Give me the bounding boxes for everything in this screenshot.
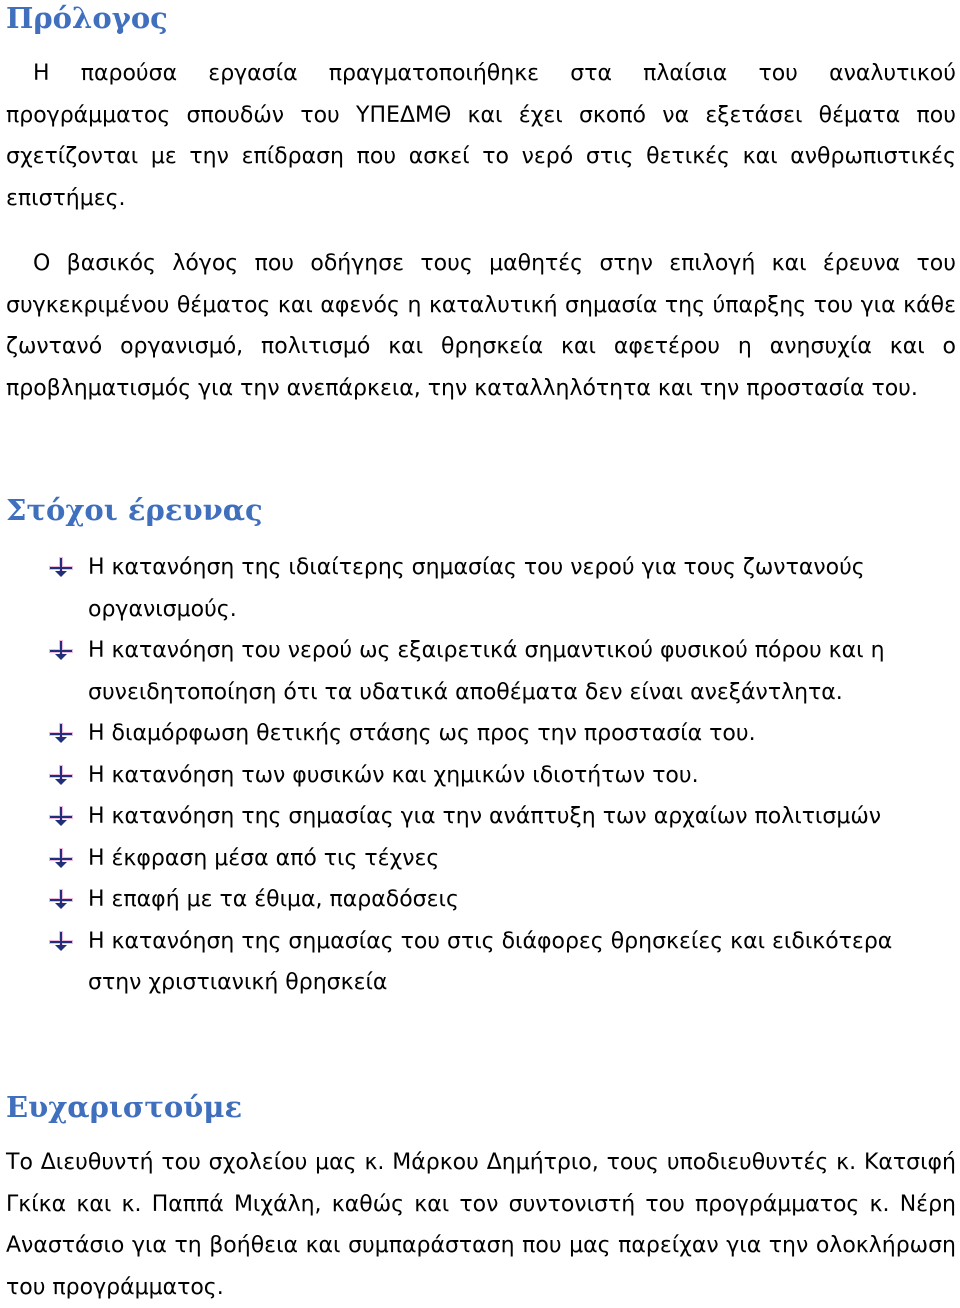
- arrow-bullet-icon: [49, 806, 73, 826]
- goal-item: [6, 921, 956, 1004]
- arrow-bullet-icon: [49, 723, 73, 743]
- goal-item: [6, 547, 956, 630]
- prologue-heading: Πρόλογος: [6, 1, 168, 35]
- goal-item: [6, 796, 956, 838]
- arrow-bullet-icon: [49, 848, 73, 868]
- prologue-paragraph-1: Η παρούσα εργασία πραγματοποιήθηκε στα πλαίσια του αναλυτικού προγράμματος σπουδών του ΥΠΕΔΜΘ και έχει σκοπό να εξετάσει θέματα που σχετίζονται με την επίδραση που ασκεί το νερό στις θετικές και ανθρωπιστικές επιστήμες.: [6, 61, 956, 211]
- arrow-bullet-icon: [49, 931, 73, 951]
- goal-text: Η έκφραση μέσα από τις τέχνες: [88, 845, 440, 871]
- goal-item: [6, 755, 956, 797]
- arrow-bullet-icon: [49, 640, 73, 660]
- prologue-paragraph-2: Ο βασικός λόγος που οδήγησε τους μαθητές στην επιλογή και έρευνα του συγκεκριμένου θέματος και αφενός η καταλυτική σημασία της ύπαρξης του για κάθε ζωντανό οργανισμό, πολιτισμό και θρησκεία και αφετέρου η ανησυχία και ο προβληματισμός για την ανεπάρκεια, την καταλληλότητα και την προστασία του.: [6, 251, 956, 401]
- goal-text: Η διαμόρφωση θετικής στάσης ως προς την προστασία του.: [88, 721, 756, 746]
- goals-list: [6, 547, 956, 1004]
- arrow-bullet-icon: [49, 557, 73, 577]
- thanks-paragraph: Το Διευθυντή του σχολείου μας κ. Μάρκου Δημήτριο, τους υποδιευθυντές κ. Κατσιφή Γκίκα και κ. Παππά Μιχάλη, καθώς και τον συντονιστή του προγράμματος κ. Νέρη Αναστάσιο για τη βοήθεια και συμπαράσταση που μας παρείχαν για την ολοκλήρωση του προγράμματος.: [6, 1150, 956, 1300]
- goal-item: [6, 713, 956, 755]
- thanks-heading: Ευχαριστούμε: [6, 1090, 243, 1124]
- goal-item: [6, 879, 956, 921]
- goals-heading: Στόχοι έρευνας: [6, 493, 263, 527]
- goal-text: Η κατανόηση του νερού ως εξαιρετικά σημαντικού φυσικού πόρου και η συνειδητοποίηση ότι τα υδατικά αποθέματα δεν είναι ανεξάντλητα.: [88, 638, 885, 705]
- goal-text: Η κατανόηση των φυσικών και χημικών ιδιοτήτων του.: [88, 762, 699, 788]
- goal-text: Η κατανόηση της σημασίας του στις διάφορες θρησκείες και ειδικότερα στην χριστιανική θρησκεία: [88, 928, 893, 995]
- prologue-section: [6, 53, 956, 409]
- goal-text: Η κατανόηση της ιδιαίτερης σημασίας του νερού για τους ζωντανούς οργανισμούς.: [88, 555, 865, 622]
- arrow-bullet-icon: [49, 765, 73, 785]
- goal-item: [6, 630, 956, 713]
- thanks-section: [6, 1142, 956, 1308]
- goal-item: [6, 838, 956, 880]
- arrow-bullet-icon: [49, 889, 73, 909]
- goal-text: Η επαφή με τα έθιμα, παραδόσεις: [88, 887, 459, 912]
- goal-text: Η κατανόηση της σημασίας για την ανάπτυξη των αρχαίων πολιτισμών: [88, 804, 882, 829]
